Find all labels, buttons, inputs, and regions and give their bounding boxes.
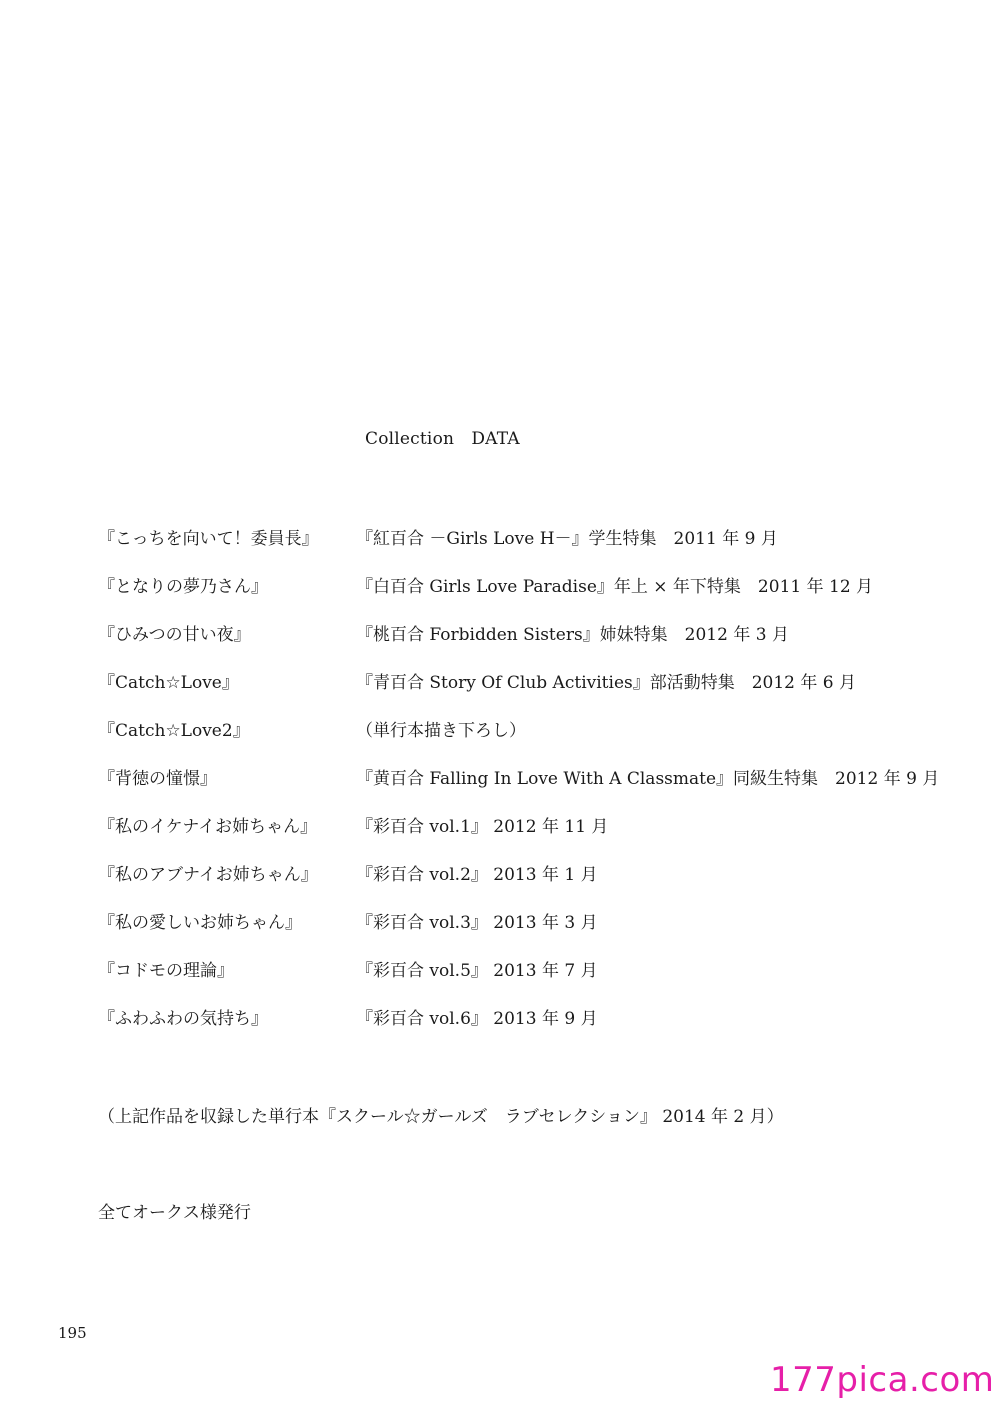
work-title: 『ふわふわの気持ち』 [98,1009,268,1029]
publisher-note: 全てオークス様発行 [98,1203,251,1223]
work-source: 『彩百合 vol.5』 2013 年 7 月 [356,961,598,981]
list-item [98,768,958,816]
work-source: （単行本描き下ろし） [356,721,526,741]
work-title: 『背徳の憧憬』 [98,769,217,789]
collected-volume-note: （上記作品を収録した単行本『スクール☆ガールズ ラブセレクション』 2014 年 2 月） [98,1107,784,1127]
work-title: 『Catch☆Love』 [98,673,239,693]
work-source: 『桃百合 Forbidden Sisters』姉妹特集 2012 年 3 月 [356,625,789,645]
watermark: 177pica.com [770,1360,995,1400]
work-source: 『紅百合 －Girls Love H－』学生特集 2011 年 9 月 [356,529,778,549]
work-source: 『黄百合 Falling In Love With A Classmate』同級生特集 2012 年 9 月 [356,769,940,789]
work-title: 『となりの夢乃さん』 [98,577,268,597]
list-item [98,528,958,576]
work-title: 『私の愛しいお姉ちゃん』 [98,913,302,933]
work-source: 『白百合 Girls Love Paradise』年上 × 年下特集 2011 年 12 月 [356,577,874,597]
work-source: 『彩百合 vol.6』 2013 年 9 月 [356,1009,598,1029]
work-source: 『彩百合 vol.2』 2013 年 1 月 [356,865,598,885]
list-item [98,960,958,1008]
collection-heading: Collection DATA [365,429,520,449]
work-source: 『彩百合 vol.3』 2013 年 3 月 [356,913,598,933]
list-item [98,912,958,960]
work-title: 『私のアブナイお姉ちゃん』 [98,865,318,885]
list-item [98,672,958,720]
list-item [98,1008,958,1056]
work-title: 『ひみつの甘い夜』 [98,625,251,645]
work-source: 『彩百合 vol.1』 2012 年 11 月 [356,817,609,837]
list-item [98,816,958,864]
work-title: 『こっちを向いて！委員長』 [98,529,319,549]
page-number: 195 [58,1324,87,1342]
list-item [98,624,958,672]
list-item [98,720,958,768]
work-title: 『コドモの理論』 [98,961,234,981]
list-item [98,864,958,912]
work-title: 『Catch☆Love2』 [98,721,250,741]
collection-list [98,528,958,1056]
list-item [98,576,958,624]
work-title: 『私のイケナイお姉ちゃん』 [98,817,318,837]
work-source: 『青百合 Story Of Club Activities』部活動特集 2012 年 6 月 [356,673,857,693]
